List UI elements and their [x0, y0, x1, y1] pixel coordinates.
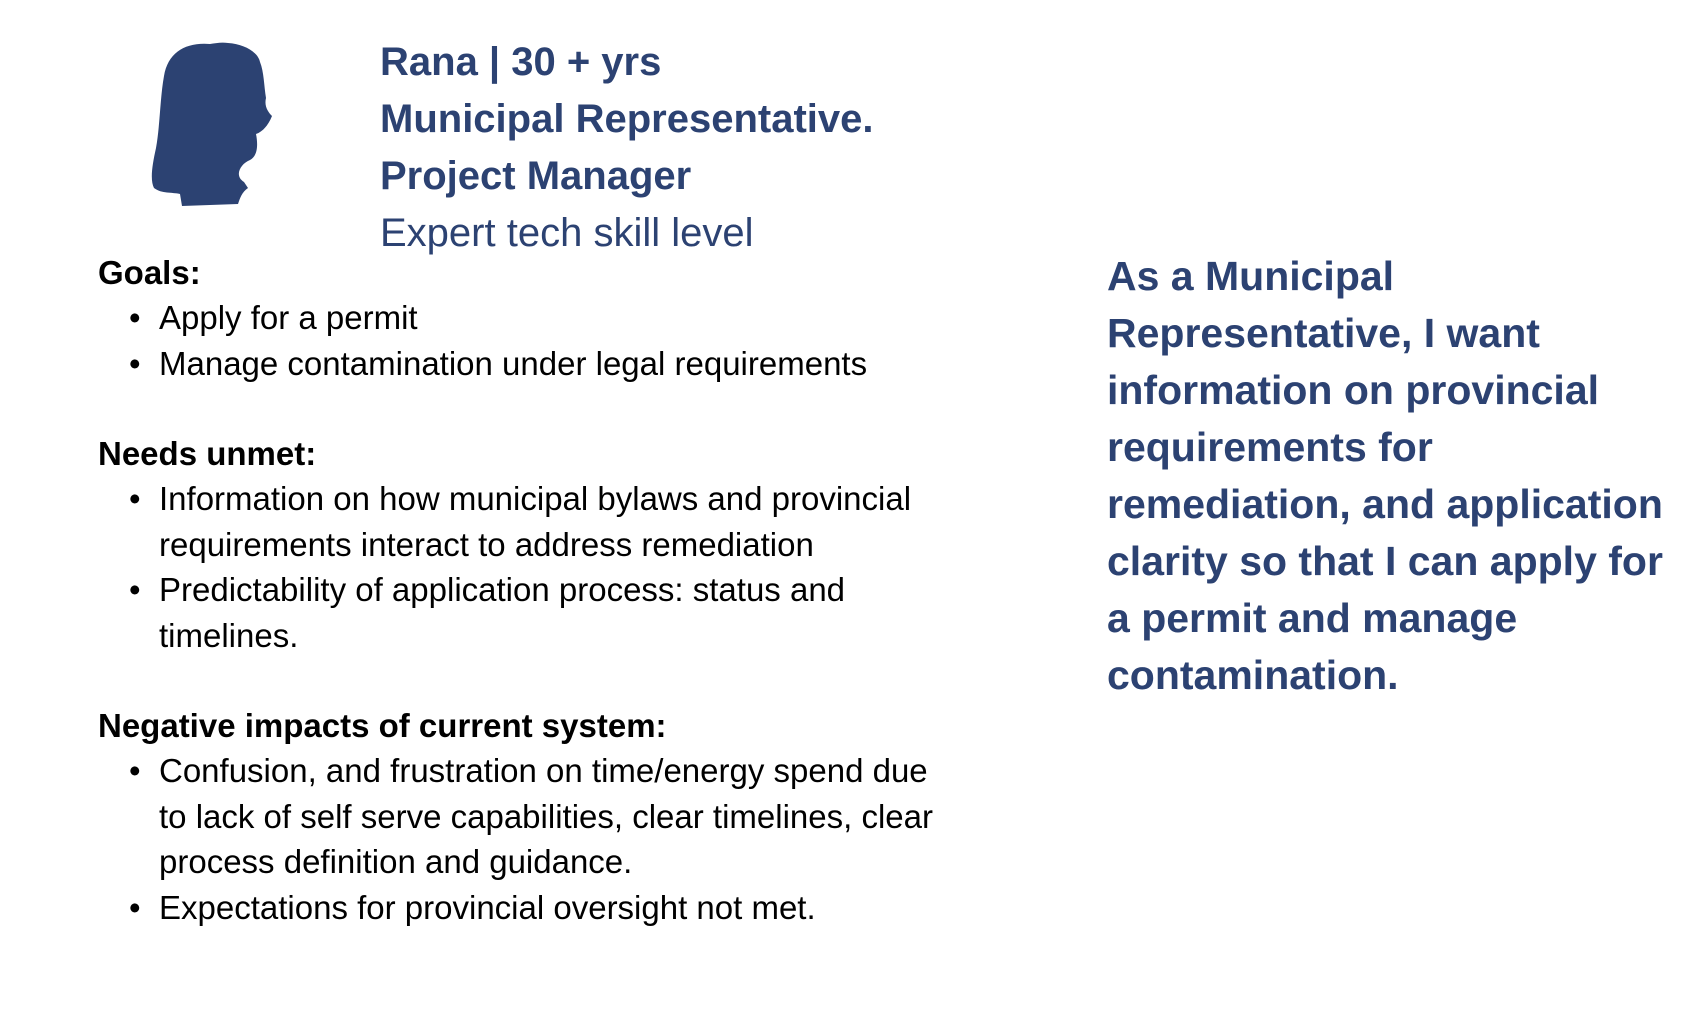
user-story: As a Municipal Representative, I want information on provincial requirements for remediation, and application clarity so that I can apply for a permit and manage contamination. — [1107, 253, 1663, 698]
list-item-text: Predictability of application process: status and timelines. — [159, 571, 846, 654]
list-item — [98, 748, 959, 885]
list-item — [98, 885, 959, 931]
list-item — [98, 476, 959, 567]
list-item-text: Apply for a permit — [159, 299, 418, 336]
persona-tech-level: Expert tech skill level — [380, 211, 754, 255]
needs-unmet-list — [98, 476, 998, 658]
list-item — [98, 295, 959, 341]
needs-unmet-section — [98, 431, 998, 658]
list-item-text: Expectations for provincial oversight not met. — [159, 888, 816, 926]
bullet-icon: • — [129, 299, 141, 336]
persona-role: Municipal Representative. — [380, 97, 874, 141]
persona-title: Project Manager — [380, 154, 692, 198]
section-title: Needs unmet: — [98, 435, 317, 472]
list-item — [98, 341, 959, 387]
bullet-icon: • — [129, 752, 141, 789]
silhouette-shape — [152, 43, 272, 206]
bullet-icon: • — [129, 571, 141, 608]
list-item — [98, 567, 959, 658]
negative-impacts-section — [98, 703, 998, 930]
bullet-icon: • — [129, 344, 141, 382]
section-title: Goals: — [98, 254, 201, 291]
bullet-icon: • — [129, 888, 141, 926]
woman-silhouette-icon — [146, 40, 276, 208]
persona-avatar — [146, 40, 276, 208]
section-title: Negative impacts of current system: — [98, 707, 667, 744]
list-item-text: Manage contamination under legal requirements — [159, 344, 868, 382]
list-item-text: Information on how municipal bylaws and provincial requirements interact to address remediation — [159, 480, 912, 563]
goals-list — [98, 295, 998, 386]
bullet-icon: • — [129, 480, 141, 517]
persona-details — [98, 250, 998, 930]
persona-header — [380, 34, 1100, 262]
persona-name-age: Rana | 30 + yrs — [380, 40, 662, 84]
list-item-text: Confusion, and frustration on time/energy spend due to lack of self serve capabilities, clear timelines, clear process definition and guidance. — [159, 752, 933, 880]
negative-impacts-list — [98, 748, 998, 930]
goals-section — [98, 250, 998, 386]
